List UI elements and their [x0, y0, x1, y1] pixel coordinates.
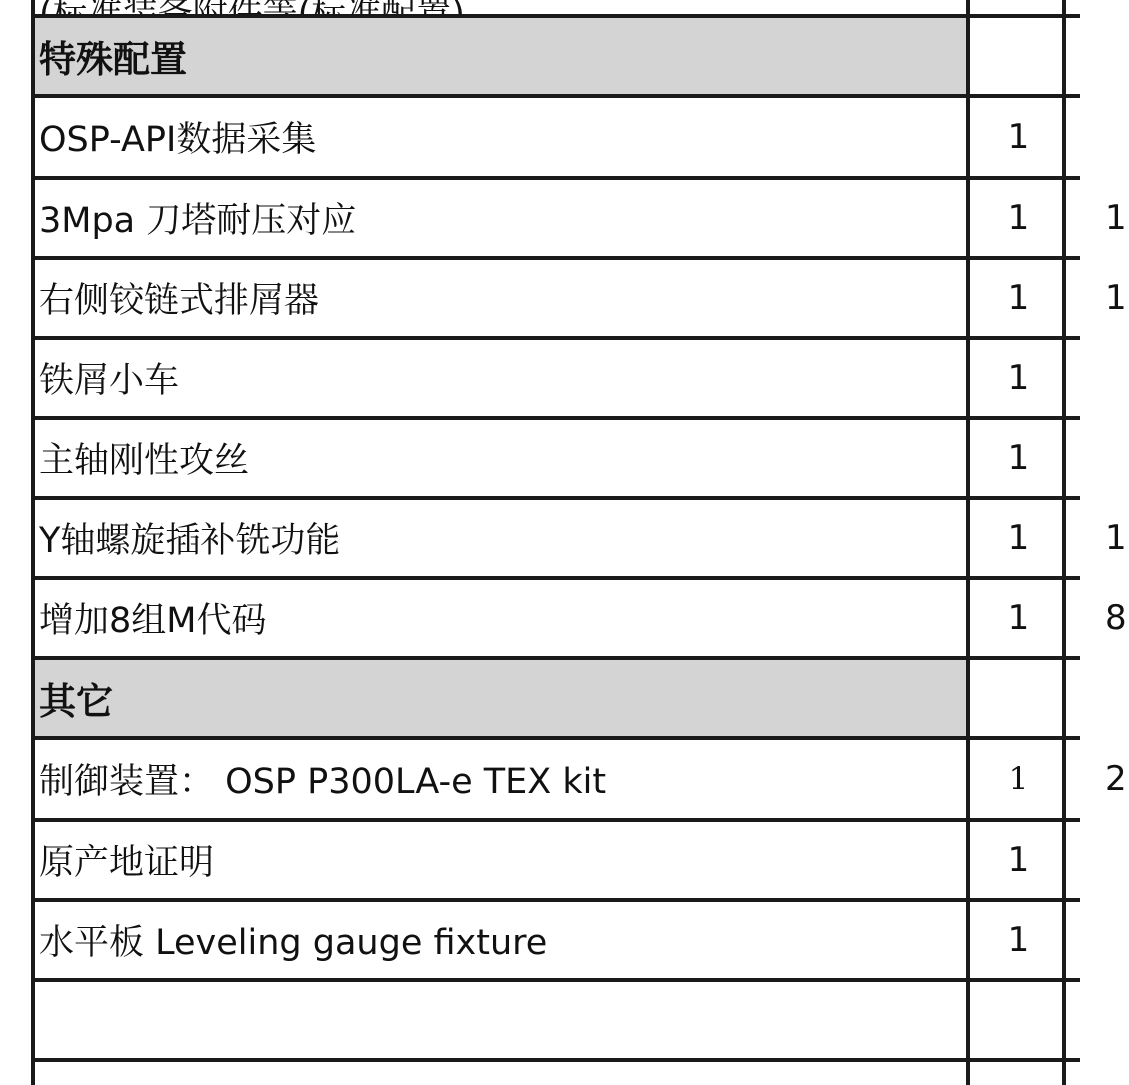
qty-cell: 1: [1007, 518, 1030, 558]
column-divider-right: [1062, 0, 1066, 1085]
next-cell: [1069, 902, 1129, 978]
row-divider: [33, 176, 1080, 180]
row-divider: [33, 818, 1080, 822]
next-cell: 1: [1105, 518, 1127, 558]
table-row-cut: [33, 0, 1080, 14]
item-name: [33, 982, 968, 1058]
section-title: 其它: [33, 660, 968, 736]
row-divider: [33, 94, 1080, 98]
row-divider: [33, 496, 1080, 500]
table-row: [33, 902, 1080, 978]
table-row: [33, 740, 1127, 818]
qty-cell: [972, 18, 1065, 94]
item-name: 水平板 Leveling gauge fixture: [39, 923, 548, 963]
table-row: [33, 580, 1127, 656]
next-cell: [1069, 340, 1129, 416]
next-cell: [1069, 982, 1129, 1058]
next-cell: [1069, 98, 1129, 176]
table-row: [33, 420, 1080, 496]
row-divider: [33, 576, 1080, 580]
qty-cell: [972, 982, 1065, 1058]
item-name: [33, 1062, 968, 1085]
row-divider: [33, 336, 1080, 340]
table-row: [33, 98, 1080, 176]
next-cell: [1069, 420, 1129, 496]
qty-cell: 1: [1007, 598, 1030, 638]
qty-cell: 1: [1007, 438, 1030, 478]
next-cell: 2: [1105, 759, 1127, 799]
row-divider: [33, 416, 1080, 420]
next-cell: 8: [1105, 598, 1127, 638]
qty-cell: 1: [1007, 278, 1030, 318]
row-divider: [33, 14, 1080, 18]
table-row-empty: [33, 982, 1080, 1058]
next-cell: [1069, 822, 1129, 898]
row-divider: [33, 978, 1080, 982]
qty-cell: [972, 660, 1065, 736]
table-row: [33, 500, 1127, 576]
section-header-special: [33, 18, 1080, 94]
qty-cell: 1: [1007, 198, 1030, 238]
column-divider-left: [31, 0, 35, 1085]
qty-cell: [972, 1062, 1065, 1085]
row-divider: [33, 898, 1080, 902]
row-divider: [33, 1058, 1080, 1062]
qty-cell: 1: [1007, 840, 1030, 880]
item-name: 原产地证明: [39, 843, 215, 883]
next-cell: [1069, 660, 1129, 736]
qty-cell: 1: [1008, 761, 1029, 797]
qty-cell: 1: [1007, 358, 1030, 398]
next-cell: 1: [1105, 198, 1127, 238]
next-cell: 1: [1105, 278, 1127, 318]
item-name: OSP-API数据采集: [39, 120, 317, 160]
next-cell: [1069, 18, 1129, 94]
table-row-empty: [33, 1062, 1080, 1085]
qty-cell: 1: [1007, 117, 1030, 157]
table-row: [33, 340, 1080, 416]
section-title: 特殊配置: [33, 18, 968, 94]
next-cell: [1069, 1062, 1129, 1085]
item-name: 增加8组M代码: [39, 601, 267, 641]
table-row: [33, 260, 1127, 336]
item-name: 3Mpa 刀塔耐压对应: [39, 201, 357, 241]
row-divider: [33, 256, 1080, 260]
item-name: 主轴刚性攻丝: [39, 441, 250, 481]
section-header-other: [33, 660, 1080, 736]
column-divider-qty: [966, 0, 970, 1085]
item-name: 铁屑小车: [39, 361, 180, 401]
item-name: Y轴螺旋插补铣功能: [39, 521, 341, 561]
item-name: 右侧铰链式排屑器: [39, 281, 320, 321]
row-divider: [33, 656, 1080, 660]
qty-cell: 1: [1007, 920, 1030, 960]
table-row: [33, 822, 1080, 898]
item-name: 制御装置： OSP P300LA-e TEX kit: [39, 762, 607, 802]
table-row: [33, 180, 1127, 256]
cut-row-name: [33, 0, 968, 14]
row-divider: [33, 736, 1080, 740]
